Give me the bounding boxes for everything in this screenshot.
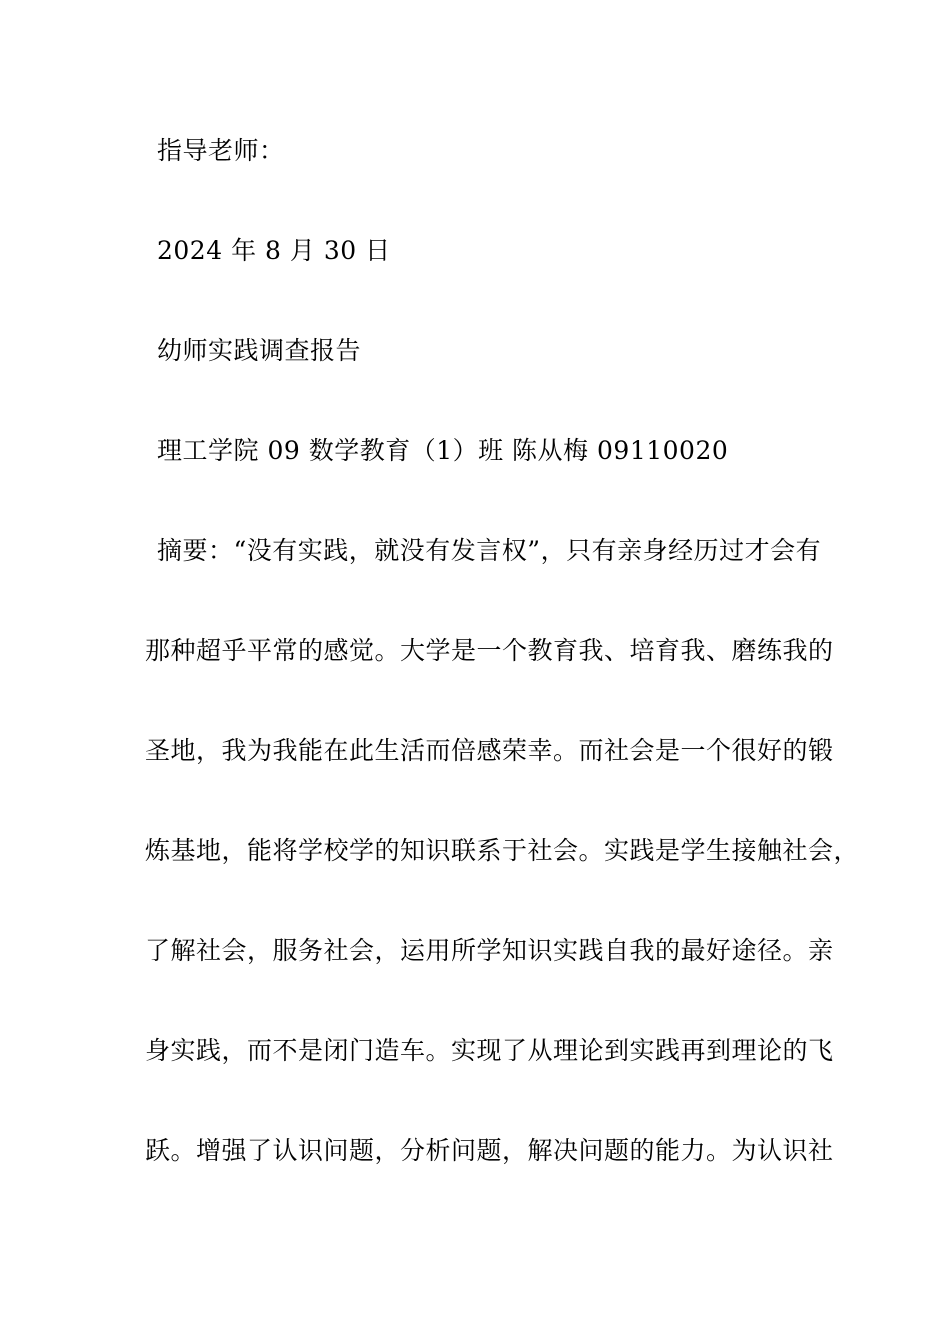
abstract-line: 圣地，我为我能在此生活而倍感荣幸。而社会是一个很好的锻 [145,736,834,765]
author-line: 理工学院 09 数学教育（1）班 陈从梅 09110020 [157,436,729,465]
abstract-line: 身实践，而不是闭门造车。实现了从理论到实践再到理论的飞 [145,1036,834,1065]
abstract-line: 炼基地，能将学校学的知识联系于社会。实践是学生接触社会， [145,836,860,865]
advisor-label: 指导老师： [157,136,285,165]
abstract-line: 了解社会，服务社会，运用所学知识实践自我的最好途径。亲 [145,936,834,965]
abstract-line: 跃。增强了认识问题，分析问题，解决问题的能力。为认识社 [145,1136,834,1165]
report-date: 2024 年 8 月 30 日 [157,236,391,265]
abstract-line: 摘要：“没有实践，就没有发言权”，只有亲身经历过才会有 [157,536,822,565]
report-title: 幼师实践调查报告 [157,336,362,365]
abstract-line: 那种超乎平常的感觉。大学是一个教育我、培育我、磨练我的 [145,636,834,665]
